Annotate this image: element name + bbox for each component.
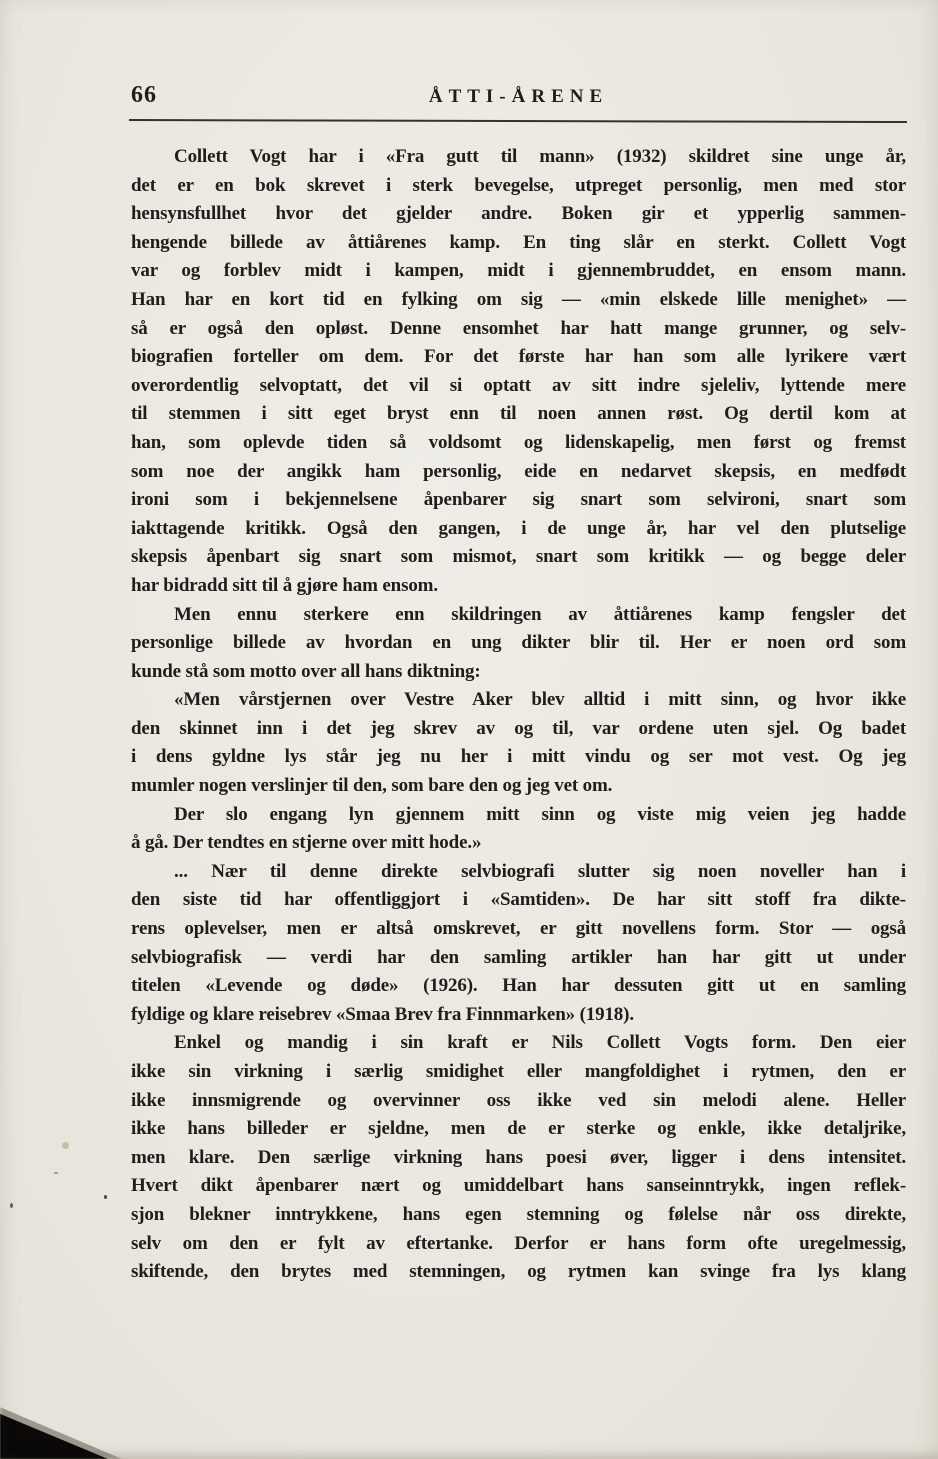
text-line: fyldige og klare reisebrev «Smaa Brev fra Finnmarken» (1918).: [131, 1003, 634, 1025]
page-bottom-edge-shade: [0, 1450, 938, 1459]
text-line: selvbiografisk — verdi har den samling artikler han har gitt ut under: [131, 946, 906, 968]
text-line: Der slo engang lyn gjennem mitt sinn og viste mig veien jeg hadde: [174, 803, 906, 825]
text-line: Hvert dikt åpenbarer nært og umiddelbart hans sanseinntrykk, ingen reflek-: [131, 1175, 906, 1197]
text-line: har bidradd sitt til å gjøre ham ensom.: [131, 574, 438, 596]
text-line: hensynsfullhet hvor det gjelder andre. Boken gir et ypperlig sammen-: [131, 203, 906, 225]
text-line: ... Nær til denne direkte selvbiografi slutter sig noen noveller han i: [174, 860, 906, 882]
text-line: skepsis åpenbart sig snart som mismot, snart som kritikk — og begge deler: [131, 546, 906, 568]
text-line: Enkel og mandig i sin kraft er Nils Collett Vogts form. Den eier: [174, 1032, 906, 1054]
page-body: [131, 143, 906, 1287]
text-line: men klare. Den særlige virkning hans poesi øver, ligger i dens intensitet.: [131, 1146, 906, 1168]
text-line: ikke sin virkning i særlig smidighet eller mangfoldighet i rytmen, den er: [131, 1061, 906, 1082]
text-line: som noe der angikk ham personlig, eide en nedarvet skepsis, en medfødt: [131, 460, 906, 482]
text-line: å gå. Der tendtes en stjerne over mitt hode.»: [131, 832, 482, 854]
scan-speck: [54, 1172, 58, 1174]
text-line: ironi som i bekjennelsene åpenbarer sig snart som selvironi, snart som: [131, 489, 906, 511]
text-line: personlige billede av hvordan en ung dikter blir til. Her er noen ord som: [131, 632, 906, 654]
text-line: i dens gyldne lys står jeg nu her i mitt vindu og ser mot vest. Og jeg: [131, 746, 906, 768]
text-line: til stemmen i sitt eget bryst enn til noen annen røst. Og dertil kom at: [131, 403, 906, 425]
running-header: ÅTTI-ÅRENE: [428, 86, 609, 107]
text-line: overordentlig selvoptatt, det vil si optatt av sitt indre sjeleliv, lyttende mere: [131, 374, 906, 396]
text-line: rens oplevelser, men er altså omskrevet, er gitt novellens form. Stor — også: [131, 918, 906, 940]
text-line: det er en bok skrevet i sterk bevegelse, utpreget personlig, men med stor: [131, 174, 906, 196]
text-line: mumler nogen verslinjer til den, som bare den og jeg vet om.: [131, 775, 613, 797]
scan-speck: [104, 1195, 107, 1199]
scan-speck: [62, 1142, 69, 1149]
text-line: sjon blekner inntrykkene, hans egen stemning og følelse når oss direkte,: [131, 1203, 906, 1225]
text-line: selv om den er fylt av eftertanke. Derfor er hans form ofte uregelmessig,: [131, 1232, 906, 1254]
text-line: Men ennu sterkere enn skildringen av åttiårenes kamp fengsler det: [174, 603, 906, 625]
text-line: Collett Vogt har i «Fra gutt til mann» (1932) skildret sine unge år,: [174, 146, 906, 167]
text-line: kunde stå som motto over all hans diktning:: [131, 660, 481, 682]
header-rule: [129, 119, 907, 123]
text-line: biografien forteller om dem. For det første har han som alle lyrikere vært: [131, 346, 906, 368]
text-line: skiftende, den brytes med stemningen, og rytmen kan svinge fra lys klang: [131, 1261, 906, 1283]
text-line: titelen «Levende og døde» (1926). Han har dessuten gitt ut en samling: [131, 975, 906, 997]
text-line: ikke hans billeder er sjeldne, men de er sterke og enkle, ikke detaljrike,: [131, 1118, 906, 1140]
text-line: den siste tid har offentliggjort i «Samtiden». De har sitt stoff fra dikte-: [131, 889, 906, 911]
text-line: Han har en kort tid en fylking om sig — «min elskede lille menighet» —: [131, 288, 906, 310]
text-line: den skinnet inn i det jeg skrev av og til, var ordene uten sjel. Og badet: [131, 717, 906, 739]
text-line: ikke innsmigrende og overvinner oss ikke ved sin melodi alene. Heller: [131, 1089, 906, 1111]
text-line: var og forblev midt i kampen, midt i gjennembruddet, en ensom mann.: [131, 260, 906, 282]
page-number: 66: [131, 82, 157, 108]
scan-speck: [10, 1203, 13, 1208]
text-line: hengende billede av åttiårenes kamp. En ting slår en sterkt. Collett Vogt: [131, 231, 906, 253]
text-line: «Men vårstjernen over Vestre Aker blev alltid i mitt sinn, og hvor ikke: [174, 689, 906, 711]
text-line: han, som oplevde tiden så voldsomt og lidenskapelig, men først og fremst: [131, 431, 906, 453]
text-line: så er også den opløst. Denne ensomhet har hatt mange grunner, og selv-: [131, 317, 906, 339]
text-line: iakttagende kritikk. Også den gangen, i de unge år, har vel den plutselige: [131, 517, 906, 539]
